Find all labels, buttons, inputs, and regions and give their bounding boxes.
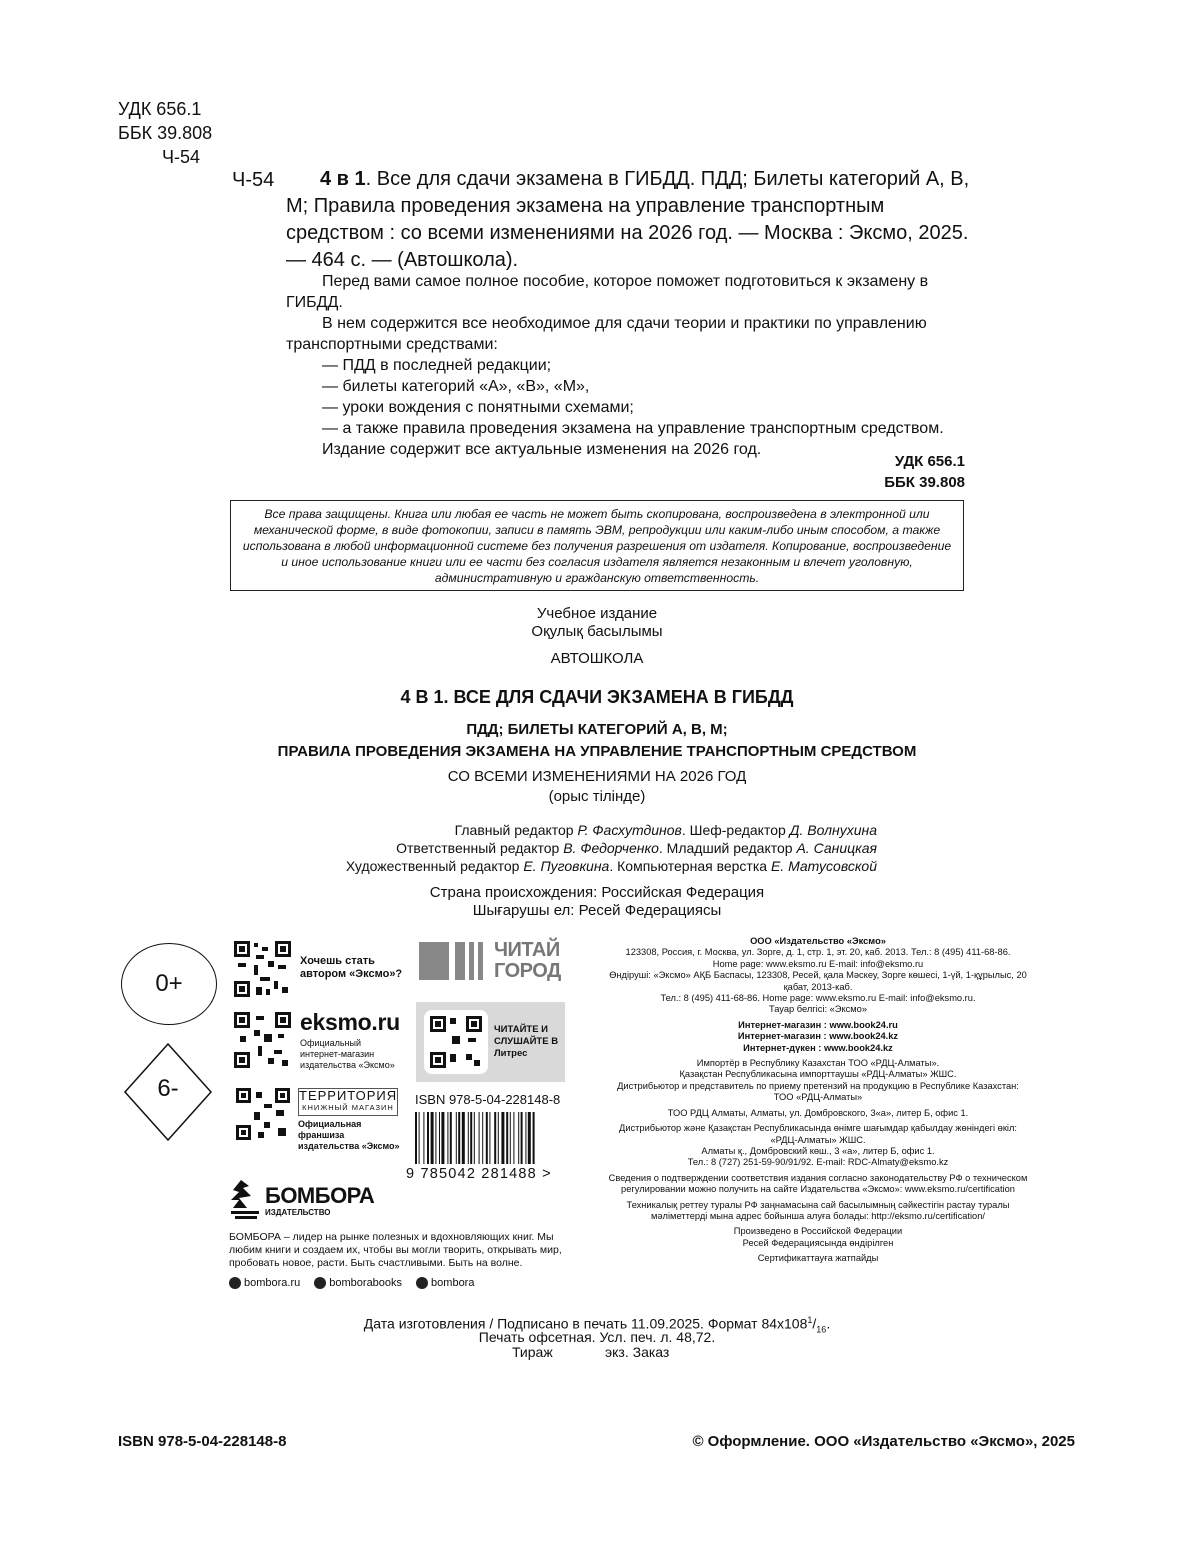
barcode-bar	[510, 1112, 511, 1164]
qr-author[interactable]	[234, 941, 291, 1002]
bombora-telegram[interactable]: bombora	[416, 1277, 474, 1289]
book-note: СО ВСЕМИ ИЗМЕНЕНИЯМИ НА 2026 ГОД	[447, 768, 747, 785]
annotation-item: — ПДД в последней редакции;	[322, 357, 552, 374]
edition-type-kz: Оқулық басылымы	[531, 623, 663, 640]
bombora-socials	[229, 1277, 474, 1289]
barcode-bar	[423, 1112, 424, 1164]
bbk-code: ББК 39.808	[118, 123, 213, 143]
barcode-bar	[427, 1112, 429, 1164]
annotation-item: — билеты категорий «А», «В», «М»,	[322, 378, 590, 395]
origin-ru: Страна происхождения: Российская Федерация	[429, 884, 765, 901]
qr-code-icon	[424, 1010, 488, 1074]
annotation-p1: Перед вами самое полное пособие, которое поможет подготовиться к экзамену в ГИБДД.	[286, 273, 929, 311]
barcode-bar	[528, 1112, 531, 1164]
barcode-bar	[470, 1112, 472, 1164]
qr-territory[interactable]	[236, 1088, 290, 1145]
annotation-p2: В нем содержится все необходимое для сдачи теории и практики по управлению транспортными средствами:	[286, 315, 927, 353]
staff-line-2: Ответственный редактор В. Федорченко. Младший редактор А. Саницкая	[396, 840, 877, 856]
barcode-icon	[413, 1112, 568, 1164]
print-order: экз. Заказ	[605, 1344, 670, 1360]
shop-link-kz2[interactable]: Интернет-дүкен : www.book24.kz	[743, 1042, 893, 1053]
barcode-bar	[521, 1112, 523, 1164]
bombora-vk[interactable]: bomborabooks	[314, 1277, 402, 1289]
shop-link-ru[interactable]: Интернет-магазин : www.book24.ru	[738, 1019, 898, 1030]
barcode-bar	[431, 1112, 434, 1164]
footer-copyright: © Оформление. ООО «Издательство «Эксмо», 2025	[692, 1433, 1075, 1450]
barcode-bar	[494, 1112, 496, 1164]
bib-code: Ч-54	[232, 169, 275, 191]
barcode-bar	[435, 1112, 436, 1164]
barcode-bar	[525, 1112, 526, 1164]
barcode	[413, 1112, 568, 1169]
footer-isbn: ISBN 978-5-04-228148-8	[118, 1433, 287, 1450]
bombora-site[interactable]: bombora.ru	[229, 1277, 300, 1289]
bombora-description: БОМБОРА – лидер на рынке полезных и вдохновляющих книг. Мы любим книги и создаем их, чтобы вы могли творить, открывать мир, пробовать новое, расти. Быть счастливыми. Быть на волне.	[229, 1231, 562, 1269]
annotation-item: — а также правила проведения экзамена на управление транспортным средством.	[322, 420, 944, 437]
book-title: 4 В 1. ВСЕ ДЛЯ СДАЧИ ЭКЗАМЕНА В ГИБДД	[400, 687, 794, 707]
book-subtitle-2: ПРАВИЛА ПРОВЕДЕНИЯ ЭКЗАМЕНА НА УПРАВЛЕНИЕ ТРАНСПОРТНЫМ СРЕДСТВОМ	[277, 743, 917, 760]
series-name: АВТОШКОЛА	[550, 650, 644, 667]
eksmo-description: Официальный интернет-магазин издательства «Эксмо»	[300, 1038, 395, 1070]
chitai-gorod-icon	[419, 940, 489, 982]
annotation	[286, 271, 970, 460]
globe-icon	[229, 1277, 241, 1289]
telegram-icon	[416, 1277, 428, 1289]
qr-code-icon	[234, 941, 291, 997]
author-code: Ч-54	[162, 147, 201, 167]
barcode-bar	[458, 1112, 460, 1164]
eksmo-link[interactable]: eksmo.ru	[300, 1009, 400, 1035]
bibliographic-record	[286, 166, 970, 274]
rights-notice: Все права защищены. Книга или любая ее часть не может быть скопирована, воспроизведена в электронной или механической форме, в виде фотокопии, записи в память ЭВМ, репродукции или каким-либо иным способом, а также использована в любой информационной системе без получения разрешения от издателя. Копирование, воспроизведение и иное использование книги или ее части без согласия издателя является незаконным и влечет уголовную, административную и гражданскую ответственность.	[230, 500, 964, 591]
bombora-logo: БОМБОРА ИЗДАТЕЛЬСТВО	[229, 1178, 261, 1220]
book-language: (орыс тілінде)	[548, 788, 646, 805]
staff-line-1: Главный редактор Р. Фасхутдинов. Шеф-редактор Д. Волнухина	[454, 822, 877, 838]
barcode-bar	[415, 1112, 417, 1164]
barcode-bar	[501, 1112, 504, 1164]
litres-text: ЧИТАЙТЕ И СЛУШАЙТЕ В Литрес	[494, 1024, 559, 1059]
annotation-p3: Издание содержит все актуальные изменения на 2026 год.	[322, 441, 762, 458]
classification-right	[884, 451, 965, 493]
udk-right: УДК 656.1	[894, 453, 965, 470]
bib-title: 4 в 1	[320, 168, 366, 190]
legal-company: ООО «Издательство «Эксмо»	[750, 936, 886, 946]
bbk-right: ББК 39.808	[884, 474, 965, 491]
publisher-legal-info: ООО «Издательство «Эксмо» 123308, Россия, г. Москва, ул. Зорге, д. 1, стр. 1, эт. 20, каб. 2013. Тел.: 8 (495) 411-68-86. Home page: www.eksmo.ru E-mail: info@eksmo.ru Өндіруші: «Эксмо» АҚБ Баспасы, 123308, Ресей, қала Мәскеу, Зорге көшесі, 1-үй, 1-құрылыс, 20 қабат, 2013-каб. Тел.: 8 (495) 411-68-86. Home page: www.eksmo.ru E-mail: info@eksmo.ru. Тауар белгісі: «Эксмо» Интернет-магазин : www.book24.ru Интернет-магазин : www.book24.kz Интернет-дүкен : www.book24.kz Импортёр в Республику Казахстан ТОО «РДЦ-Алматы». Қазақстан Республикасына импорттаушы «РДЦ-Алматы» ЖШС. Дистрибьютор и представитель по приему претензий на продукцию в Республике Казахстан: ТОО «РДЦ-Алматы» ТОО РДЦ Алматы, Алматы, ул. Домбровского, 3«а», литер Б, офис 1. Дистрибьютор және Қазақстан Республикасында өнімге шағымдар қабылдау жөніндегі өкіл: «РДЦ-Алматы» ЖШС. Алматы қ., Домбровский көш., 3 «а», литер Б, офис 1. Тел.: 8 (727) 251-59-90/91/92. E-mail: RDC-Almaty@eksmo.kz Сведения о подтверждении соответствия издания согласно законодательству РФ о техническом регулировании можно получить на сайте Издательства «Эксмо»: www.eksmo.ru/certification Техникалық реттеу туралы РФ заңнамасына сай басылымның сәйкестігін растау туралы мәліметтерді мына адрес бойынша алуға болады: http://eksmo.ru/certification/ Произведено в Российской Федерации Ресей Федерациясында өндірілген Сертификаттауға жатпайды	[608, 936, 1028, 1264]
print-info-2: Печать офсетная. Усл. печ. л. 48,72.	[478, 1329, 716, 1345]
barcode-bar	[513, 1112, 514, 1164]
chitai-gorod-logo: ЧИТАЙ ГОРОД	[419, 940, 579, 984]
age-rating-kz: 6-	[123, 1042, 213, 1142]
barcode-bar	[533, 1112, 535, 1164]
book-subtitle-1: ПДД; БИЛЕТЫ КАТЕГОРИЙ А, В, М;	[466, 721, 728, 738]
territory-logo: ТЕРРИТОРИЯ КНИЖНЫЙ МАГАЗИН	[298, 1088, 398, 1116]
print-tirage: Тираж	[512, 1344, 553, 1360]
territory-description: Официальная франшиза издательства «Эксмо»	[298, 1119, 400, 1151]
annotation-item: — уроки вождения с понятными схемами;	[322, 399, 634, 416]
qr-eksmo[interactable]	[234, 1012, 291, 1073]
barcode-bar	[441, 1112, 444, 1164]
qr-code-icon	[234, 1012, 291, 1068]
barcode-bar	[462, 1112, 465, 1164]
barcode-bar	[419, 1112, 420, 1164]
age-rating-ru: 0+	[121, 943, 217, 1025]
barcode-bar	[489, 1112, 490, 1164]
staff-credits	[240, 821, 877, 875]
barcode-bar	[456, 1112, 457, 1164]
staff-line-3: Художественный редактор Е. Пуговкина. Компьютерная верстка Е. Матусовской	[345, 858, 877, 874]
edition-type-ru: Учебное издание	[536, 605, 658, 622]
author-promo: Хочешь стать автором «Эксмо»?	[300, 955, 403, 980]
barcode-bar	[468, 1112, 469, 1164]
barcode-bar	[506, 1112, 508, 1164]
print-info-1: Дата изготовления / Подписано в печать 11.09.2025. Формат $84x108^1/_{16}$.	[363, 1315, 831, 1335]
barcode-bar	[486, 1112, 488, 1164]
barcode-bar	[474, 1112, 475, 1164]
barcode-bar	[479, 1112, 480, 1164]
udk-code: УДК 656.1	[118, 99, 202, 119]
barcode-bar	[439, 1112, 440, 1164]
bombora-icon	[229, 1178, 261, 1220]
litres-promo[interactable]	[416, 1002, 565, 1082]
barcode-bar	[447, 1112, 448, 1164]
isbn-label: ISBN 978-5-04-228148-8	[415, 1092, 561, 1107]
barcode-bar	[498, 1112, 499, 1164]
shop-link-kz[interactable]: Интернет-магазин : www.book24.kz	[737, 1031, 899, 1042]
origin-kz: Шығарушы ел: Ресей Федерациясы	[472, 902, 722, 919]
barcode-bar	[482, 1112, 483, 1164]
barcode-digits: 9 785042 281488 >	[406, 1166, 552, 1182]
barcode-bar	[450, 1112, 452, 1164]
vk-icon	[314, 1277, 326, 1289]
qr-code-icon	[236, 1088, 290, 1140]
udk-header	[118, 97, 212, 169]
bib-text: . Все для сдачи экзамена в ГИБДД. ПДД; Билеты категорий А, В, М; Правила проведения экзамена на управление транспортным средством : со всеми изменениями на 2026 год. — Москва : Эксмо, 2025. — 464 с. — (Автошкола).	[286, 168, 970, 271]
barcode-bar	[518, 1112, 519, 1164]
